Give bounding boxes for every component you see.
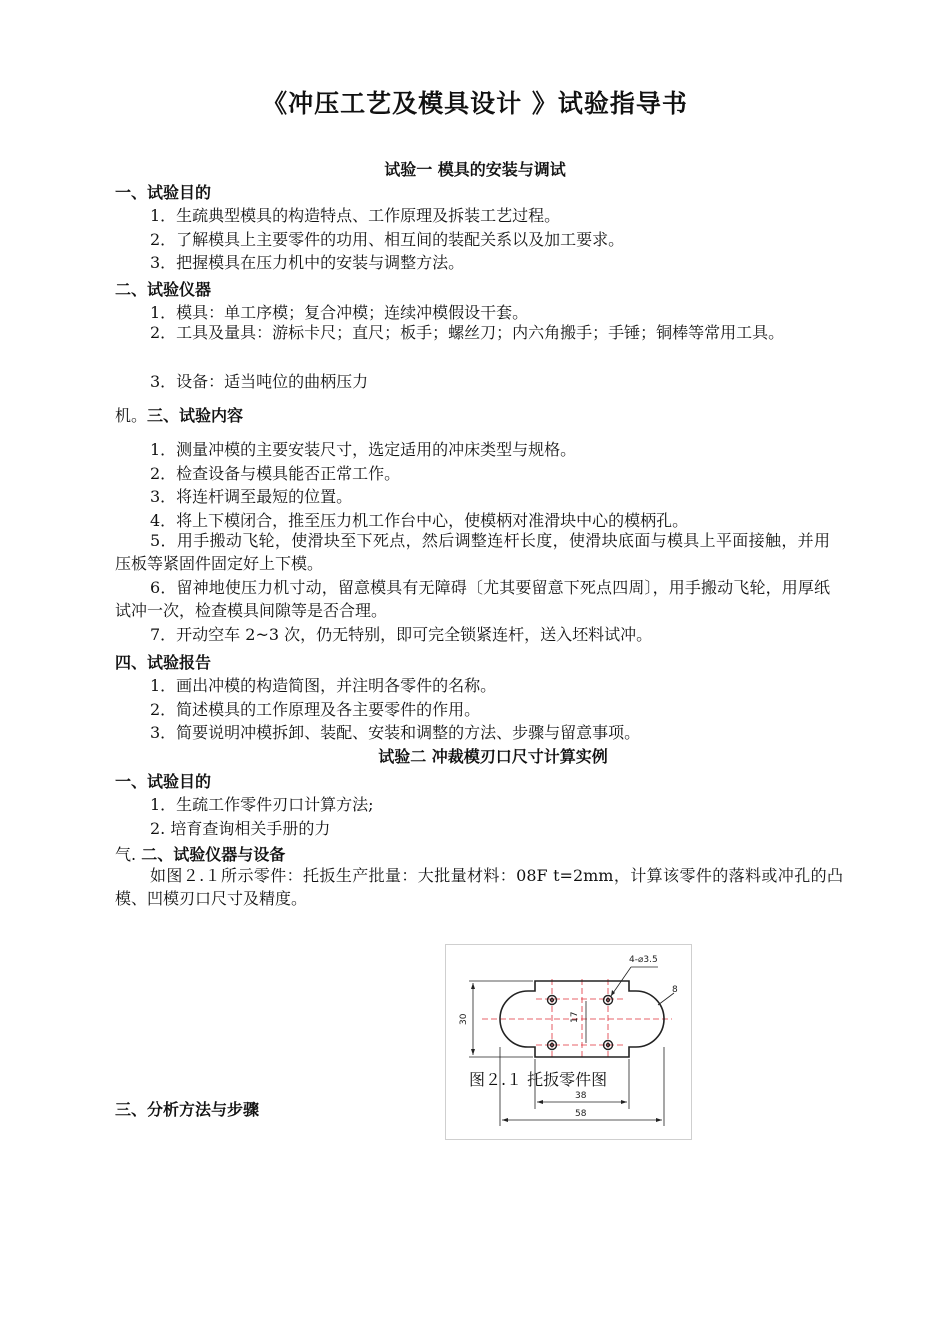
exp1-s3-item: 5．用手搬动飞轮，使滑块至下死点，然后调整连杆长度，使滑块底面与模具上平面接触，并用压板等紧固件固定好上下模。 bbox=[115, 531, 830, 573]
exp1-s4-item: 2．简述模具的工作原理及各主要零件的作用。 bbox=[150, 700, 481, 719]
part-drawing-figure bbox=[445, 944, 692, 1140]
exp1-s3-item: 6．留神地使压力机寸动，留意模具有无障碍〔尤其要留意下死点四周〕，用手搬动飞轮，用厚纸试冲一次，检查模具间隙等是否合理。 bbox=[115, 578, 830, 620]
exp1-s2-item: 1．模具：单工序模；复合冲模；连续冲模假设干套。 bbox=[150, 303, 529, 322]
exp1-s2-heading: 二、试验仪器 bbox=[115, 280, 212, 299]
exp1-s3-item: 1．测量冲模的主要安装尺寸，选定适用的冲床类型与规格。 bbox=[150, 440, 577, 459]
dim-overall-width-label: 58 bbox=[575, 1109, 587, 1119]
exp2-s2-paragraph: 如图２.１所示零件：托扳生产批量：大批量材料：08F t=2mm，计算该零件的落料或冲孔的凸模、凹模刃口尺寸及精度。 bbox=[115, 866, 843, 908]
exp1-s2-item3-continuation: 机。 bbox=[115, 406, 148, 425]
exp1-s2-item: 3．设备：适当吨位的曲柄压力 bbox=[150, 372, 369, 391]
figure-caption: 图２.１ 托扳零件图 bbox=[469, 1070, 608, 1089]
dim-inner-width-label: 38 bbox=[575, 1091, 587, 1101]
exp1-s3-line bbox=[115, 403, 243, 426]
exp2-s1-item: 1．生疏工作零件刃口计算方法; bbox=[150, 795, 374, 814]
exp1-s4-heading: 四、试验报告 bbox=[115, 653, 212, 672]
exp1-heading: 试验一 模具的安装与调试 bbox=[384, 160, 566, 179]
exp2-heading: 试验二 冲裁模刃口尺寸计算实例 bbox=[378, 747, 608, 766]
exp1-s3-item: 2．检查设备与模具能否正常工作。 bbox=[150, 464, 401, 483]
part-drawing bbox=[446, 945, 691, 1139]
exp1-s1-heading: 一、试验目的 bbox=[115, 183, 212, 202]
exp2-s3-heading: 三、分析方法与步骤 bbox=[115, 1100, 260, 1119]
exp1-s3-item: 4．将上下模闭合，推至压力机工作台中心，使模柄对准滑块中心的模柄孔。 bbox=[150, 511, 689, 530]
exp2-s2-line bbox=[115, 842, 285, 865]
exp2-s1-heading: 一、试验目的 bbox=[115, 772, 212, 791]
dim-holes-label: 4-⌀3.5 bbox=[629, 955, 658, 965]
exp1-s1-item: 3．把握模具在压力机中的安装与调整方法。 bbox=[150, 253, 465, 272]
exp2-s1-item: 2. 培育查询相关手册的力 bbox=[150, 819, 331, 838]
exp1-s3-item: 3．将连杆调至最短的位置。 bbox=[150, 487, 353, 506]
document-title: 《冲压工艺及模具设计 》试验指导书 bbox=[262, 89, 688, 118]
dim-height-label: 30 bbox=[459, 1013, 469, 1025]
exp1-s1-item: 2．了解模具上主要零件的功用、相互间的装配关系以及加工要求。 bbox=[150, 230, 625, 249]
exp1-s2-item: 2．工具及量具：游标卡尺；直尺；板手；螺丝刀；内六角搬手；手锤；铜棒等常用工具。 bbox=[150, 323, 785, 342]
exp1-s4-item: 1．画出冲模的构造简图，并注明各零件的名称。 bbox=[150, 676, 497, 695]
exp1-s1-item: 1．生疏典型模具的构造特点、工作原理及拆装工艺过程。 bbox=[150, 206, 561, 225]
exp1-s3-item: 7．开动空车 2~3 次，仍无特别，即可完全锁紧连杆，送入坯料试冲。 bbox=[150, 625, 653, 644]
exp2-s2-prefix: 气. bbox=[115, 845, 137, 864]
exp1-s3-heading: 三、试验内容 bbox=[147, 406, 244, 425]
exp1-s4-item: 3．简要说明冲模拆卸、装配、安装和调整的方法、步骤与留意事项。 bbox=[150, 723, 641, 742]
dim-radius-label: 8 bbox=[672, 985, 678, 995]
exp2-s2-heading: 二、试验仪器与设备 bbox=[141, 845, 286, 864]
dim-pitch-label: 17 bbox=[570, 1011, 580, 1023]
